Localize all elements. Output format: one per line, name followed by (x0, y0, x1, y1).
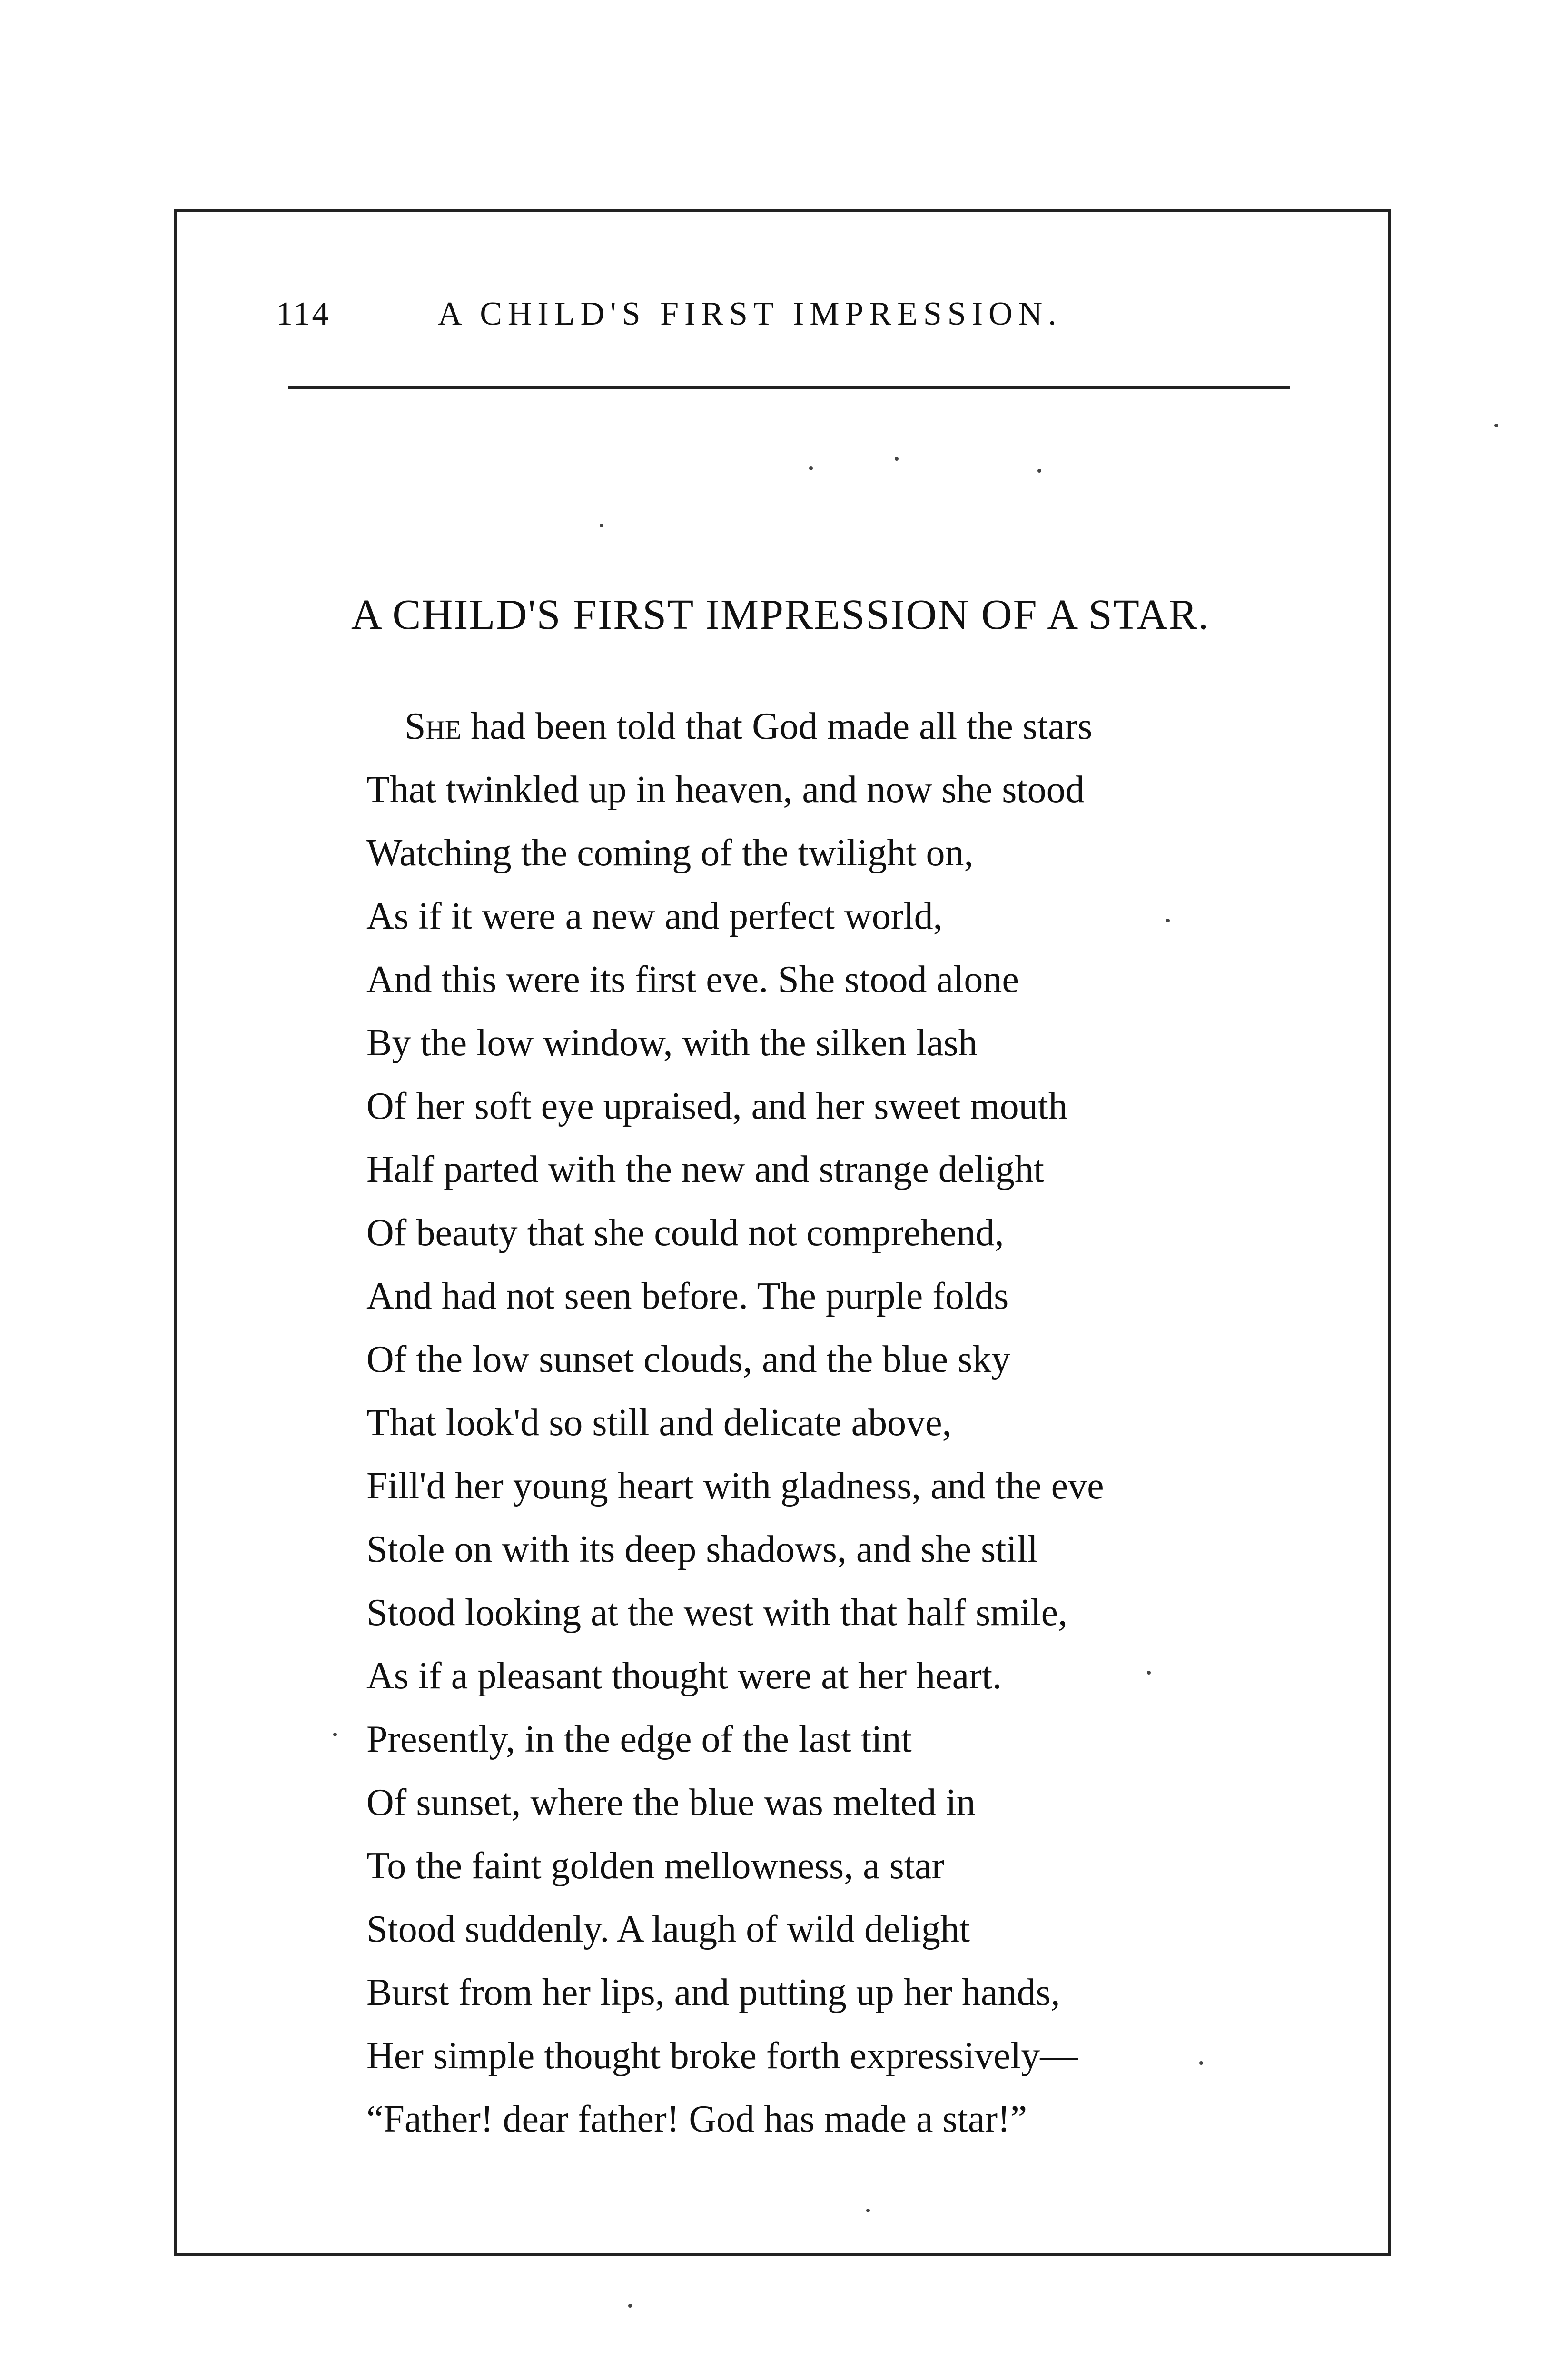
poem-line: “Father! dear father! God has made a star!” (366, 2098, 1027, 2140)
poem-line: Of the low sunset clouds, and the blue sky (366, 1339, 1011, 1380)
poem-line: As if it were a new and perfect world, (366, 895, 943, 937)
poem-first-line-text: had been told that God made all the stars (461, 705, 1093, 747)
poem-line: Stood looking at the west with that half smile, (366, 1592, 1068, 1634)
poem-line: And this were its first eve. She stood alone (366, 959, 1019, 1001)
speck (1166, 919, 1170, 922)
poem-line: By the low window, with the silken lash (366, 1022, 978, 1064)
running-head (276, 295, 1304, 352)
poem-line: Stood suddenly. A laugh of wild delight (366, 1908, 970, 1950)
speck (1147, 1671, 1151, 1675)
speck (600, 524, 603, 527)
poem-line: Watching the coming of the twilight on, (366, 832, 974, 874)
poem-line: That look'd so still and delicate above, (366, 1402, 952, 1444)
poem-title: A CHILD'S FIRST IMPRESSION OF A STAR. (351, 591, 1210, 638)
poem-line: Fill'd her young heart with gladness, and the eve (366, 1465, 1104, 1507)
poem-line: Stole on with its deep shadows, and she still (366, 1528, 1038, 1570)
poem-line: As if a pleasant thought were at her heart. (366, 1655, 1002, 1697)
speck (333, 1733, 337, 1736)
speck (1199, 2061, 1203, 2065)
running-title: A CHILD'S FIRST IMPRESSION. (438, 296, 1062, 332)
poem-line: Of beauty that she could not comprehend, (366, 1212, 1004, 1254)
speck (1494, 424, 1498, 427)
poem-line-1 (366, 695, 1366, 758)
poem-line: Of sunset, where the blue was melted in (366, 1782, 976, 1824)
speck (895, 457, 899, 461)
speck (866, 2209, 870, 2212)
page-number: 114 (276, 296, 331, 332)
poem-line: That twinkled up in heaven, and now she stood (366, 769, 1085, 811)
poem-line: Her simple thought broke forth expressively— (366, 2035, 1078, 2077)
speck (628, 2304, 632, 2308)
poem-line: Presently, in the edge of the last tint (366, 1718, 912, 1760)
poem-first-word: She (405, 705, 462, 747)
poem-line: To the faint golden mellowness, a star (366, 1845, 945, 1887)
speck (1037, 469, 1041, 473)
poem-line: Of her soft eye upraised, and her sweet mouth (366, 1085, 1067, 1127)
poem-line: Burst from her lips, and putting up her hands, (366, 1972, 1060, 2013)
header-rule (288, 386, 1290, 389)
poem-body (366, 695, 1366, 2151)
speck (809, 466, 813, 470)
poem-line: Half parted with the new and strange delight (366, 1149, 1044, 1190)
poem-line: And had not seen before. The purple folds (366, 1275, 1009, 1317)
